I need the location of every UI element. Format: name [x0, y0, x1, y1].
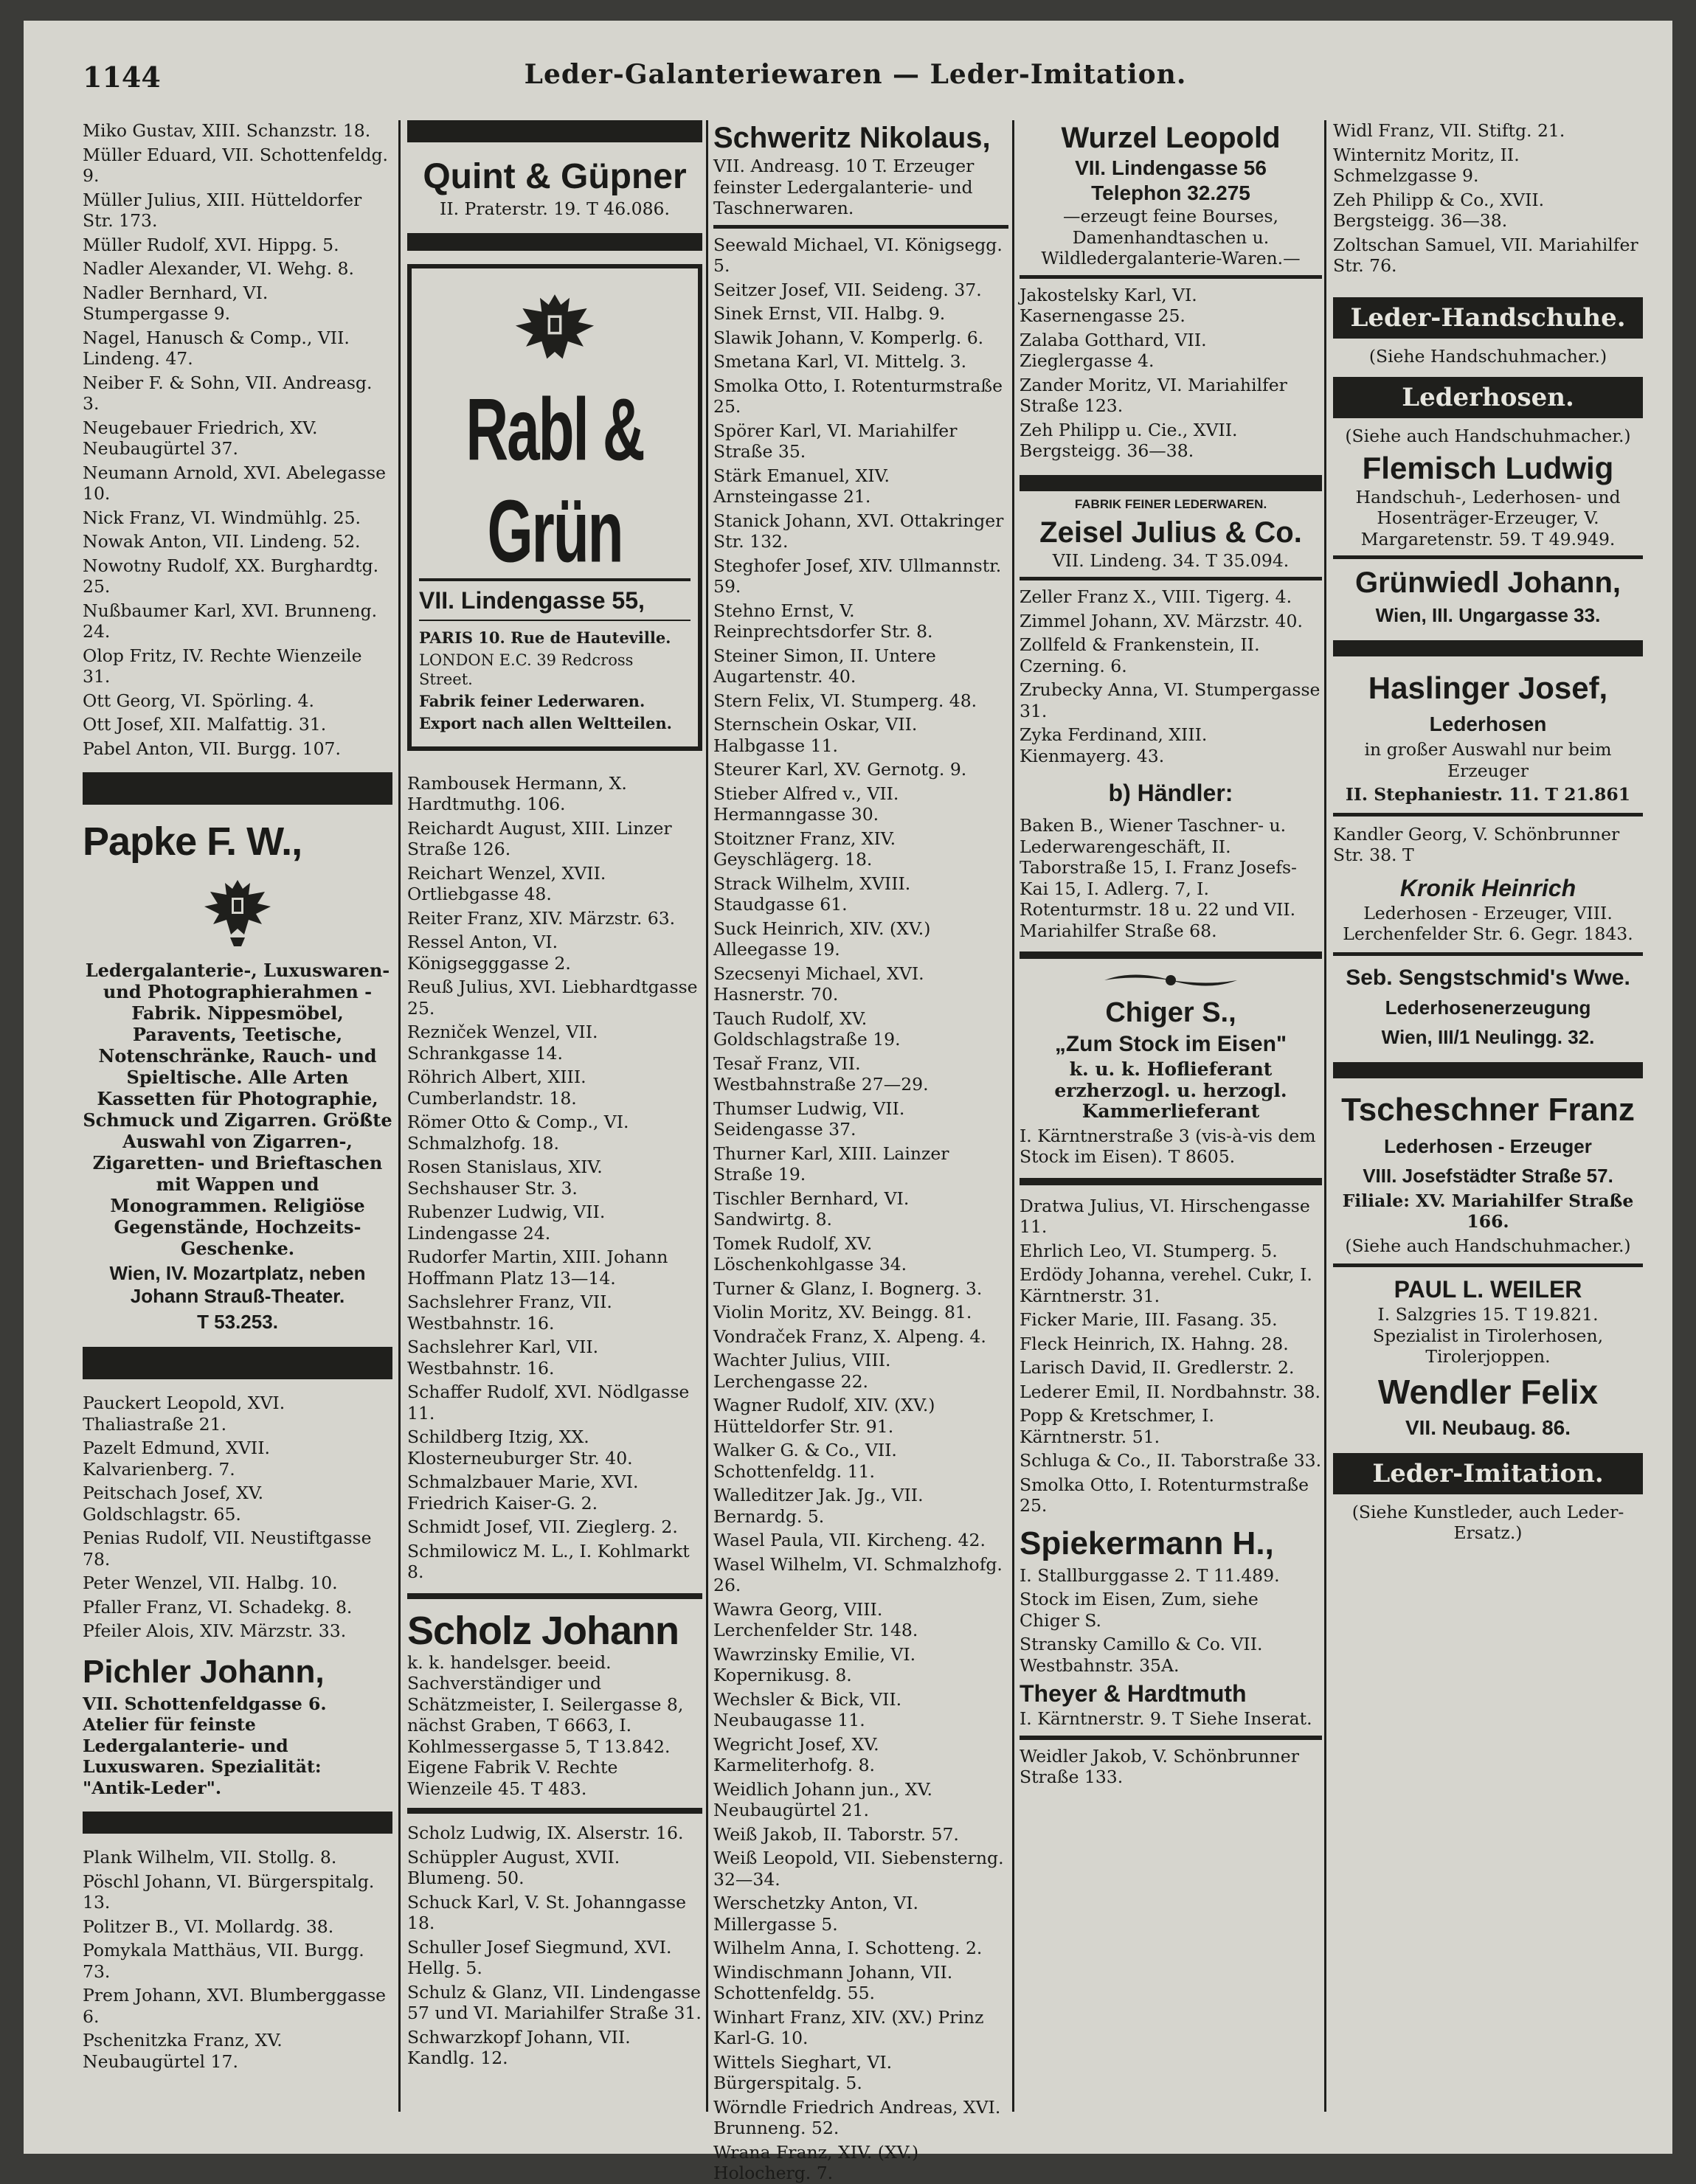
directory-page [24, 21, 1672, 2183]
list-item: Peter Wenzel, VII. Halbg. 10. [83, 1573, 338, 1593]
papke-name: Papke F. W., [83, 819, 302, 864]
list-item: Plank Wilhelm, VII. Stollg. 8. [83, 1847, 337, 1868]
list-item: Stärk Emanuel, XIV. Arnsteingasse 21. [713, 465, 890, 507]
divider-bar [83, 1347, 392, 1379]
wendler-name: Wendler Felix [1377, 1372, 1599, 1411]
theyer-name: Theyer & Hardtmuth [1020, 1680, 1247, 1707]
list-item: Tischler Bernhard, VI. Sandwirtg. 8. [713, 1188, 910, 1230]
list-item: Olop Fritz, IV. Rechte Wienzeile 31. [83, 645, 362, 687]
tscheschner-name: Tscheschner Franz [1341, 1091, 1635, 1128]
rabl-line: Export nach allen Weltteilen. [419, 713, 672, 732]
list-item: Schuller Josef Siegmund, XVI. Hellg. 5. [407, 1936, 672, 1978]
list-item: Wasel Paula, VII. Kircheng. 42. [713, 1530, 986, 1550]
list-item: Widl Franz, VII. Stiftg. 21. [1333, 120, 1565, 141]
section-note: (Siehe auch Handschuhmacher.) [1345, 426, 1631, 446]
quint-name: Quint & Güpner [423, 157, 687, 196]
list-item: Tesař Franz, VII. Westbahnstraße 27—29. [713, 1053, 929, 1095]
page-title: Leder-Galanteriewaren — Leder-Imitation. [524, 59, 1187, 90]
list-item: Zander Moritz, VI. Mariahilfer Straße 123. [1020, 374, 1287, 416]
list-item: Neugebauer Friedrich, XV. Neubaugürtel 37. [83, 417, 318, 459]
list-item: Steurer Karl, XV. Gernotg. 9. [713, 759, 967, 780]
scholz-name: Scholz Johann [407, 1608, 679, 1653]
list-item: Wachter Julius, VIII. Lerchengasse 22. [713, 1350, 891, 1392]
gruenwiedl-address: Wien, III. Ungargasse 33. [1375, 604, 1601, 626]
divider-bar [407, 233, 702, 251]
eagle-emblem-icon [507, 289, 603, 376]
list-item: Nagel, Hanusch & Comp., VII. Lindeng. 47. [83, 327, 350, 369]
rabl-line: PARIS 10. Rue de Hauteville. [419, 628, 671, 647]
rabl-street: VII. Lindengasse 55, [419, 578, 690, 621]
list-item: Neumann Arnold, XVI. Abelegasse 10. [83, 462, 386, 504]
list-item: Schildberg Itzig, XX. Klosterneuburger Str. 40. [407, 1426, 633, 1469]
scholz-description: k. k. handelsger. beeid. Sachverständiger und Schätzmeister, I. Seilergasse 8, nächst Graben, T 6663, I. Kohlmessergasse 5, T 13.842. Eigene Fabrik V. Rechte Wienzeile 45. T 483. [407, 1651, 684, 1799]
list-item: Walleditzer Jak. Jg., VII. Bernardg. 5. [713, 1485, 924, 1527]
list-item: Nußbaumer Karl, XVI. Brunneng. 24. [83, 600, 378, 642]
list-item: Wechsler & Bick, VII. Neubaugasse 11. [713, 1688, 902, 1730]
list-item: Zalaba Gotthard, VII. Zieglergasse 4. [1020, 329, 1207, 371]
divider-bar [1020, 1178, 1322, 1185]
zeisel-address: VII. Lindeng. 34. T 35.094. [1052, 550, 1290, 571]
list-item: Sinek Ernst, VII. Halbg. 9. [713, 303, 946, 324]
list-item: Rudorfer Martin, XIII. Johann Hoffmann Platz 13—14. [407, 1247, 668, 1289]
list-item: Erdödy Johanna, verehel. Cukr, I. Kärntnerstr. 31. [1020, 1264, 1312, 1306]
list-item: Zrubecky Anna, VI. Stumpergasse 31. [1020, 679, 1321, 721]
tscheschner-address: VIII. Josefstädter Straße 57. [1363, 1164, 1613, 1187]
list-item: Larisch David, II. Gredlerstr. 2. [1020, 1357, 1295, 1378]
list-item: Scholz Ludwig, IX. Alserstr. 16. [407, 1823, 684, 1843]
column-3 [713, 120, 1008, 2183]
list-item: Seewald Michael, VI. Königsegg. 5. [713, 234, 1003, 276]
wurzel-phone: Telephon 32.275 [1091, 181, 1250, 204]
section-note: (Siehe auch Handschuhmacher.) [1345, 1235, 1631, 1256]
list-item: Ehrlich Leo, VI. Stumperg. 5. [1020, 1240, 1278, 1261]
gruenwiedl-name: Grünwiedl Johann, [1354, 566, 1621, 599]
divider-bar [1020, 1736, 1322, 1740]
list-item: Wegricht Josef, XV. Karmeliterhofg. 8. [713, 1733, 879, 1775]
list-item: Pomykala Matthäus, VII. Burgg. 73. [83, 1940, 364, 1982]
list-item: Smolka Otto, I. Rotenturmstraße 25. [713, 375, 1003, 417]
list-item: Steiner Simon, II. Untere Augartenstr. 40. [713, 645, 936, 687]
list-item: Weiß Jakob, II. Taborstr. 57. [713, 1823, 959, 1845]
column-1 [83, 120, 392, 2112]
list-item: Prem Johann, XVI. Blumberggasse 6. [83, 1985, 387, 2027]
column-2 [407, 120, 702, 2112]
list-item: Zeller Franz X., VIII. Tigerg. 4. [1020, 586, 1292, 607]
list-item: Müller Eduard, VII. Schottenfeldg. 9. [83, 144, 389, 186]
list-item: Tauch Rudolf, XV. Goldschlagstraße 19. [713, 1008, 901, 1050]
list-item: Pazelt Edmund, XVII. Kalvarienberg. 7. [83, 1438, 270, 1480]
list-item: Jakostelsky Karl, VI. Kasernengasse 25. [1020, 284, 1197, 326]
list-item: Ficker Marie, III. Fasang. 35. [1020, 1309, 1278, 1330]
list-item: Schulz & Glanz, VII. Lindengasse 57 und VI. Mariahilfer Straße 31. [407, 1981, 702, 2023]
list-item: Popp & Kretschmer, I. Kärntnerstr. 51. [1020, 1405, 1214, 1447]
list-item: Smetana Karl, VI. Mittelg. 3. [713, 351, 967, 372]
list-item: Wawra Georg, VIII. Lerchenfelder Str. 148. [713, 1598, 918, 1640]
list-item: Schaffer Rudolf, XVI. Nödlgasse 11. [407, 1382, 690, 1424]
list-item: Wagner Rudolf, XIV. (XV.) Hütteldorfer Str. 91. [713, 1395, 935, 1437]
chiger-subtitle: „Zum Stock im Eisen" [1054, 1032, 1287, 1056]
divider-bar [83, 1812, 392, 1834]
list-item: Weidlich Johann jun., XV. Neubaugürtel 21. [713, 1778, 932, 1820]
list-item: Wasel Wilhelm, VI. Schmalzhofg. 26. [713, 1553, 1003, 1595]
list-item: Schmalzbauer Marie, XVI. Friedrich Kaiser-G. 2. [407, 1471, 639, 1514]
list-item: Thurner Karl, XIII. Lainzer Straße 19. [713, 1143, 949, 1185]
kronik-name: Kronik Heinrich [1399, 874, 1576, 901]
column-rule [706, 120, 708, 2112]
section-note: (Siehe Kunstleder, auch Leder-Ersatz.) [1351, 1501, 1624, 1543]
list-item: Weidler Jakob, V. Schönbrunner Straße 133. [1020, 1745, 1299, 1787]
list-item: Wörndle Friedrich Andreas, XVI. Brunneng. 52. [713, 2096, 1001, 2138]
list-item: Müller Julius, XIII. Hütteldorfer Str. 173. [83, 189, 362, 231]
list-item: Pöschl Johann, VI. Bürgerspitalg. 13. [83, 1871, 375, 1913]
sengstschmid-name: Seb. Sengstschmid's Wwe. [1346, 965, 1630, 990]
list-item: Stock im Eisen, Zum, siehe Chiger S. [1020, 1589, 1259, 1631]
tscheschner-filiale: Filiale: XV. Mariahilfer Straße 166. [1342, 1190, 1634, 1232]
list-item: Rosen Stanislaus, XIV. Sechshauser Str. 3. [407, 1157, 603, 1199]
weiler-description: I. Salzgries 15. T 19.821. Spezialist in Tirolerhosen, Tirolerjoppen. [1372, 1304, 1604, 1367]
list-item: Turner & Glanz, I. Bognerg. 3. [713, 1278, 983, 1299]
list-item: Nadler Alexander, VI. Wehg. 8. [83, 258, 354, 279]
kronik-description: Lederhosen - Erzeuger, VIII. Lerchenfelder Str. 6. Gegr. 1843. [1343, 902, 1633, 944]
haslinger-subtitle: Lederhosen [1429, 713, 1547, 735]
list-item: Schuck Karl, V. St. Johanngasse 18. [407, 1891, 687, 1933]
schweritz-name: Schweritz Nikolaus, [713, 122, 991, 154]
haslinger-description: in großer Auswahl nur beim Erzeuger [1364, 739, 1612, 781]
divider-bar [83, 772, 392, 805]
list-item: Zimmel Johann, XV. Märzstr. 40. [1020, 610, 1303, 631]
list-item: Zoltschan Samuel, VII. Mariahilfer Str. 76. [1333, 234, 1638, 276]
list-item: Spörer Karl, VI. Mariahilfer Straße 35. [713, 420, 958, 462]
divider-bar [1020, 475, 1322, 491]
list-item: Fleck Heinrich, IX. Hahng. 28. [1020, 1333, 1289, 1354]
page-number: 1144 [83, 60, 161, 94]
list-item: Pfaller Franz, VI. Schadekg. 8. [83, 1596, 353, 1618]
section-leder-handschuhe: Leder-Handschuhe. [1333, 297, 1643, 339]
list-item: Rambousek Hermann, X. Hardtmuthg. 106. [407, 772, 627, 814]
list-item: Weiß Leopold, VII. Siebensterng. 32—34. [713, 1848, 1004, 1890]
list-item: Wilhelm Anna, I. Schotteng. 2. [713, 1938, 983, 1958]
wurzel-description: —erzeugt feine Bourses, Damenhandtaschen u. Wildledergalanterie-Waren.— [1041, 206, 1301, 268]
rabl-line: Fabrik feiner Lederwaren. [419, 691, 645, 710]
list-item: Reiter Franz, XIV. Märzstr. 63. [407, 907, 676, 929]
list-item: Stehno Ernst, V. Reinprechtsdorfer Str. 8. [713, 600, 933, 642]
zeisel-tag: FABRIK FEINER LEDERWAREN. [1074, 496, 1267, 511]
list-item: Pabel Anton, VII. Burgg. 107. [83, 738, 341, 759]
divider-bar [407, 1808, 702, 1814]
list-item: Miko Gustav, XIII. Schanzstr. 18. [83, 120, 371, 141]
divider-bar [1333, 640, 1643, 656]
list-item: Seitzer Josef, VII. Seideng. 37. [713, 279, 982, 300]
list-item: Stoitzner Franz, XIV. Geyschlägerg. 18. [713, 828, 896, 870]
section-note: (Siehe Handschuhmacher.) [1368, 345, 1607, 367]
chiger-name: Chiger S., [1105, 997, 1236, 1028]
pichler-name: Pichler Johann, [83, 1653, 325, 1690]
list-item: Werschetzky Anton, VI. Millergasse 5. [713, 1893, 918, 1935]
list-item: Sternschein Oskar, VII. Halbgasse 11. [713, 714, 918, 756]
divider-bar [1020, 577, 1322, 580]
column-rule [1324, 120, 1326, 2112]
list-item: Penias Rudolf, VII. Neustiftgasse 78. [83, 1528, 372, 1570]
list-item: Schwarzkopf Johann, VII. Kandlg. 12. [407, 2026, 631, 2068]
eagle-emblem-icon [197, 876, 278, 949]
pichler-description: VII. Schottenfeldgasse 6. Atelier für feinste Ledergalanterie- und Luxuswaren. Spezialität: "Antik-Leder". [83, 1693, 327, 1798]
section-leder-imitation: Leder-Imitation. [1333, 1453, 1643, 1494]
list-item: Stieber Alfred v., VII. Hermanngasse 30. [713, 783, 899, 825]
list-item: Vondraček Franz, X. Alpeng. 4. [713, 1325, 986, 1347]
rabl-line: LONDON E.C. 39 Redcross Street. [419, 651, 634, 688]
list-item: Winternitz Moritz, II. Schmelzgasse 9. [1333, 144, 1520, 186]
divider-bar [1333, 555, 1643, 559]
chiger-address: I. Kärntnerstraße 3 (vis-à-vis dem Stock im Eisen). T 8605. [1020, 1125, 1316, 1167]
sengstschmid-address: Wien, III/1 Neulingg. 32. [1381, 1025, 1595, 1048]
list-item: Smolka Otto, I. Rotenturmstraße 25. [1020, 1474, 1309, 1516]
column-rule [398, 120, 401, 2112]
sengstschmid-subtitle: Lederhosenerzeugung [1385, 996, 1591, 1019]
list-item: Wawrzinsky Emilie, VI. Kopernikusg. 8. [713, 1643, 916, 1685]
section-lederhosen: Lederhosen. [1333, 377, 1643, 418]
flemisch-description: Handschuh-, Lederhosen- und Hosenträger-Erzeuger, V. Margaretenstr. 59. T 49.949. [1355, 486, 1621, 550]
wendler-address: VII. Neubaug. 86. [1405, 1415, 1571, 1439]
list-item: Lederer Emil, II. Nordbahnstr. 38. [1020, 1381, 1321, 1402]
divider-bar [1333, 1062, 1643, 1078]
list-item: Pfeiler Alois, XIV. Märzstr. 33. [83, 1620, 347, 1641]
list-item: Szecsenyi Michael, XVI. Hasnerstr. 70. [713, 963, 924, 1005]
list-item: Sachslehrer Franz, VII. Westbahnstr. 16. [407, 1292, 612, 1334]
list-item: Rubenzer Ludwig, VII. Lindengasse 24. [407, 1202, 606, 1244]
list-item: Schmidt Josef, VII. Zieglerg. 2. [407, 1516, 678, 1537]
divider-bar [1333, 813, 1643, 817]
divider-bar [407, 1593, 702, 1599]
list-item: Strack Wilhelm, XVIII. Staudgasse 61. [713, 873, 911, 915]
list-item: Steghofer Josef, XIV. Ullmannstr. 59. [713, 555, 1002, 597]
wurzel-name: Wurzel Leopold [1061, 122, 1281, 154]
list-item: Reichardt August, XIII. Linzer Straße 126. [407, 817, 672, 859]
list-item: Dratwa Julius, VI. Hirschengasse 11. [1020, 1195, 1310, 1237]
list-item: Slawik Johann, V. Komperlg. 6. [713, 327, 984, 348]
list-item: Violin Moritz, XV. Beingg. 81. [713, 1302, 972, 1322]
divider-bar [1020, 951, 1322, 959]
list-item: Wrana Franz, XIV. (XV.) Holocherg. 7. [713, 2141, 919, 2183]
list-item: Reichart Wenzel, XVII. Ortliebgasse 48. [407, 862, 606, 904]
list-item: Suck Heinrich, XIV. (XV.) Alleegasse 19. [713, 918, 931, 960]
list-item: Müller Rudolf, XVI. Hippg. 5. [83, 234, 339, 255]
list-item: Walker G. & Co., VII. Schottenfeldg. 11. [713, 1440, 897, 1482]
tscheschner-subtitle: Lederhosen - Erzeuger [1384, 1134, 1592, 1157]
list-item: Zeh Philipp u. Cie., XVII. Bergsteigg. 36—38. [1020, 419, 1238, 461]
list-item: Ressel Anton, VI. Königsegggasse 2. [407, 932, 571, 974]
rabl-ad [407, 264, 702, 751]
list-item: Nick Franz, VI. Windmühlg. 25. [83, 507, 361, 528]
papke-address: Wien, IV. Mozartplatz, neben Johann Strauß-Theater. [109, 1262, 366, 1307]
list-item: Sachslehrer Karl, VII. Westbahnstr. 16. [407, 1337, 599, 1379]
schweritz-description: VII. Andreasg. 10 T. Erzeuger feinster Ledergalanterie- und Taschnerwaren. [713, 156, 975, 218]
list-item: Pschenitzka Franz, XV. Neubaugürtel 17. [83, 2030, 283, 2072]
list-item: Zeh Philipp & Co., XVII. Bergsteigg. 36—38. [1333, 189, 1545, 231]
page-header [83, 58, 1628, 102]
list-item: Zollfeld & Frankenstein, II. Czerning. 6. [1020, 634, 1260, 676]
list-item: Schmilowicz M. L., I. Kohlmarkt 8. [407, 1540, 690, 1582]
divider-bar [407, 120, 702, 142]
list-item: Nadler Bernhard, VI. Stumpergasse 9. [83, 282, 269, 324]
divider-bar [1020, 275, 1322, 279]
column-5 [1333, 120, 1643, 2112]
list-item: Ott Josef, XII. Malfattig. 31. [83, 714, 327, 735]
list-item: Winhart Franz, XIV. (XV.) Prinz Karl-G. 10. [713, 2006, 984, 2048]
list-item: Wittels Sieghart, VI. Bürgerspitalg. 5. [713, 2051, 893, 2093]
theyer-description: I. Kärntnerstr. 9. T Siehe Inserat. [1020, 1708, 1312, 1729]
column-4 [1020, 120, 1322, 2112]
ornament-icon [1097, 969, 1245, 991]
list-item: Röhrich Albert, XIII. Cumberlandstr. 18. [407, 1067, 586, 1109]
spiekermann-name: Spiekermann H., [1020, 1525, 1274, 1561]
haslinger-address: II. Stephaniestr. 11. T 21.861 [1345, 784, 1631, 805]
rabl-name: Rabl & Grün [465, 380, 644, 580]
spiekermann-address: I. Stallburggasse 2. T 11.489. [1020, 1564, 1280, 1586]
divider-bar [1333, 1263, 1643, 1267]
list-item: Ott Georg, VI. Spörling. 4. [83, 690, 314, 711]
divider-bar [1333, 952, 1643, 956]
papke-phone: T 53.253. [197, 1311, 278, 1333]
chiger-description: k. u. k. Hoflieferant erzherzogl. u. herzogl. Kammerlieferant [1054, 1058, 1287, 1122]
list-item: Rezniček Wenzel, VII. Schrankgasse 14. [407, 1022, 598, 1064]
list-item: Baken B., Wiener Taschner- u. Lederwarengeschäft, II. Taborstraße 15, I. Franz Josefs-Kai 15, I. Adlerg. 7, I. Rotenturmstr. 18 u. 22 und VII. Mariahilfer Straße 68. [1020, 815, 1297, 941]
list-item: Stransky Camillo & Co. VII. Westbahnstr. 35A. [1020, 1634, 1263, 1676]
list-item: Kandler Georg, V. Schönbrunner Str. 38. T [1333, 823, 1620, 865]
list-item: Peitschach Josef, XV. Goldschlagstr. 65. [83, 1483, 264, 1525]
list-item: Pauckert Leopold, XVI. Thaliastraße 21. [83, 1393, 285, 1435]
list-item: Politzer B., VI. Mollardg. 38. [83, 1916, 334, 1937]
papke-description: Ledergalanterie-, Luxuswaren- und Photographierahmen - Fabrik. Nippesmöbel, Paravents, Teetische, Notenschränke, Rauch- und Spieltische. Alle Arten Kassetten für Photographie, Schmuck und Zigarren. Größte Auswahl von Zigarren-, Zigaretten- und Brieftaschen mit Wappen und Monogrammen. Religiöse Gegenstände, Hochzeits-Geschenke. [83, 960, 392, 1259]
list-item: Schluga & Co., II. Taborstraße 33. [1020, 1450, 1322, 1471]
list-item: Reuß Julius, XVI. Liebhardtgasse 25. [407, 977, 698, 1019]
wurzel-street: VII. Lindengasse 56 [1075, 156, 1267, 179]
divider-bar [713, 225, 1008, 229]
list-item: Römer Otto & Comp., VI. Schmalzhofg. 18. [407, 1112, 629, 1154]
list-item: Tomek Rudolf, XV. Löschenkohlgasse 34. [713, 1233, 907, 1275]
list-item: Stern Felix, VI. Stumperg. 48. [713, 690, 977, 711]
list-item: Schüppler August, XVII. Blumeng. 50. [407, 1846, 620, 1888]
weiler-name: PAUL L. WEILER [1394, 1276, 1582, 1303]
flemisch-name: Flemisch Ludwig [1362, 450, 1614, 485]
haendler-heading: b) Händler: [1108, 780, 1233, 806]
quint-address: II. Praterstr. 19. T 46.086. [440, 198, 670, 219]
list-item: Thumser Ludwig, VII. Seidengasse 37. [713, 1098, 905, 1140]
list-item: Nowotny Rudolf, XX. Burghardtg. 25. [83, 555, 379, 597]
column-rule [1012, 120, 1014, 2112]
haslinger-name: Haslinger Josef, [1368, 670, 1608, 705]
zeisel-name: Zeisel Julius & Co. [1039, 516, 1302, 549]
list-item: Stanick Johann, XVI. Ottakringer Str. 132. [713, 510, 1004, 552]
list-item: Neiber F. & Sohn, VII. Andreasg. 3. [83, 372, 373, 414]
list-item: Windischmann Johann, VII. Schottenfeldg. 55. [713, 1961, 953, 2003]
list-item: Zyka Ferdinand, XIII. Kienmayerg. 43. [1020, 724, 1208, 766]
list-item: Nowak Anton, VII. Lindeng. 52. [83, 531, 361, 552]
